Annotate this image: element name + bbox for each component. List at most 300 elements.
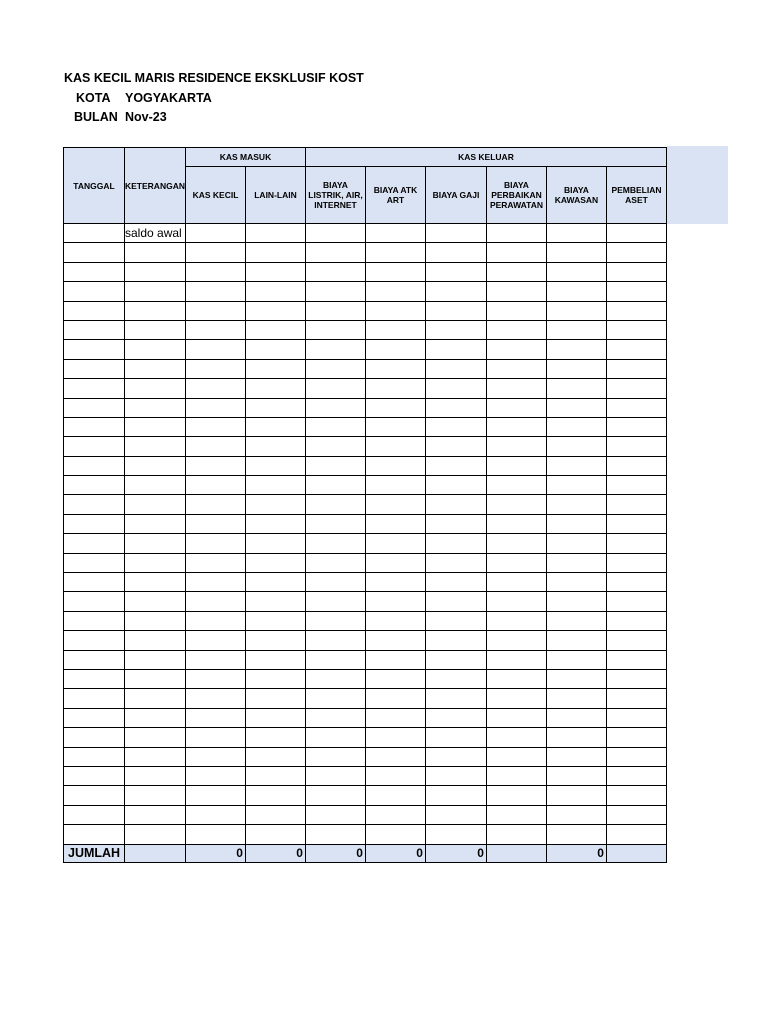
cell[interactable]: [486, 650, 546, 669]
cell[interactable]: [546, 320, 606, 339]
cell[interactable]: [125, 398, 186, 417]
cell[interactable]: [606, 417, 666, 436]
cell[interactable]: [486, 514, 546, 533]
cell[interactable]: [365, 825, 425, 844]
cell[interactable]: [305, 495, 365, 514]
cell[interactable]: [125, 417, 186, 436]
cell[interactable]: [546, 456, 606, 475]
cell[interactable]: [185, 747, 245, 766]
cell[interactable]: [546, 514, 606, 533]
cell[interactable]: [365, 728, 425, 747]
cell[interactable]: [606, 320, 666, 339]
cell[interactable]: [185, 224, 245, 243]
cell[interactable]: [606, 631, 666, 650]
cell[interactable]: [185, 611, 245, 630]
cell[interactable]: [125, 611, 186, 630]
cell[interactable]: [486, 417, 546, 436]
cell[interactable]: [486, 534, 546, 553]
cell[interactable]: [486, 320, 546, 339]
cell[interactable]: [305, 689, 365, 708]
cell[interactable]: [486, 243, 546, 262]
cell[interactable]: [606, 476, 666, 495]
cell[interactable]: [365, 262, 425, 281]
cell[interactable]: [64, 224, 125, 243]
cell[interactable]: [606, 340, 666, 359]
cell[interactable]: [245, 476, 305, 495]
cell[interactable]: [64, 786, 125, 805]
cell[interactable]: [245, 262, 305, 281]
cell[interactable]: [606, 728, 666, 747]
cell[interactable]: [64, 534, 125, 553]
cell[interactable]: [425, 766, 486, 785]
cell[interactable]: [425, 805, 486, 824]
cell[interactable]: [125, 243, 186, 262]
cell[interactable]: [125, 786, 186, 805]
cell[interactable]: [486, 708, 546, 727]
cell[interactable]: [365, 573, 425, 592]
cell[interactable]: [365, 495, 425, 514]
cell[interactable]: [546, 786, 606, 805]
cell[interactable]: [606, 708, 666, 727]
cell[interactable]: [486, 805, 546, 824]
cell[interactable]: [546, 650, 606, 669]
cell[interactable]: [64, 476, 125, 495]
cell[interactable]: [185, 243, 245, 262]
cell[interactable]: [425, 262, 486, 281]
cell[interactable]: [185, 708, 245, 727]
cell[interactable]: [365, 320, 425, 339]
cell[interactable]: [125, 359, 186, 378]
cell[interactable]: [125, 631, 186, 650]
cell[interactable]: [365, 456, 425, 475]
cell[interactable]: [365, 417, 425, 436]
cell[interactable]: [546, 476, 606, 495]
cell[interactable]: [185, 592, 245, 611]
cell[interactable]: [245, 786, 305, 805]
cell[interactable]: [305, 669, 365, 688]
cell[interactable]: [606, 398, 666, 417]
cell[interactable]: [64, 437, 125, 456]
cell[interactable]: [185, 689, 245, 708]
cell[interactable]: [486, 689, 546, 708]
cell[interactable]: [305, 301, 365, 320]
cell[interactable]: [425, 456, 486, 475]
cell[interactable]: [64, 592, 125, 611]
cell[interactable]: [305, 514, 365, 533]
cell[interactable]: [245, 359, 305, 378]
cell[interactable]: [125, 514, 186, 533]
cell[interactable]: [486, 476, 546, 495]
cell[interactable]: [64, 728, 125, 747]
cell[interactable]: [185, 456, 245, 475]
cell[interactable]: [365, 766, 425, 785]
cell[interactable]: [64, 805, 125, 824]
cell[interactable]: [125, 262, 186, 281]
cell[interactable]: [185, 650, 245, 669]
cell[interactable]: [546, 766, 606, 785]
cell[interactable]: [546, 708, 606, 727]
cell[interactable]: [64, 320, 125, 339]
cell[interactable]: [365, 805, 425, 824]
cell[interactable]: [185, 669, 245, 688]
cell[interactable]: [305, 728, 365, 747]
cell[interactable]: [425, 708, 486, 727]
cell[interactable]: [486, 262, 546, 281]
cell[interactable]: [606, 689, 666, 708]
cell[interactable]: [606, 456, 666, 475]
cell[interactable]: [425, 282, 486, 301]
cell[interactable]: [606, 262, 666, 281]
cell[interactable]: [305, 243, 365, 262]
cell[interactable]: [365, 379, 425, 398]
cell[interactable]: [185, 534, 245, 553]
cell[interactable]: [245, 514, 305, 533]
cell[interactable]: [185, 379, 245, 398]
cell[interactable]: [546, 728, 606, 747]
cell[interactable]: [245, 805, 305, 824]
cell[interactable]: [64, 553, 125, 572]
cell[interactable]: [425, 417, 486, 436]
cell[interactable]: [425, 320, 486, 339]
cell[interactable]: [245, 282, 305, 301]
cell[interactable]: [245, 553, 305, 572]
cell[interactable]: [486, 747, 546, 766]
cell[interactable]: [425, 340, 486, 359]
cell[interactable]: [606, 359, 666, 378]
cell[interactable]: [245, 379, 305, 398]
cell[interactable]: [486, 340, 546, 359]
cell[interactable]: [64, 708, 125, 727]
cell[interactable]: [64, 340, 125, 359]
cell[interactable]: [305, 805, 365, 824]
cell[interactable]: [185, 805, 245, 824]
cell[interactable]: [64, 359, 125, 378]
cell[interactable]: [305, 224, 365, 243]
cell[interactable]: [486, 631, 546, 650]
cell[interactable]: [486, 553, 546, 572]
cell[interactable]: [245, 747, 305, 766]
cell[interactable]: [64, 573, 125, 592]
cell[interactable]: [125, 592, 186, 611]
cell[interactable]: [486, 398, 546, 417]
cell[interactable]: [305, 340, 365, 359]
cell[interactable]: [305, 631, 365, 650]
cell[interactable]: [546, 573, 606, 592]
cell[interactable]: [245, 573, 305, 592]
cell[interactable]: [185, 301, 245, 320]
cell[interactable]: [486, 282, 546, 301]
cell[interactable]: [365, 476, 425, 495]
cell[interactable]: [425, 359, 486, 378]
cell[interactable]: [486, 786, 546, 805]
cell[interactable]: [64, 262, 125, 281]
cell[interactable]: [546, 825, 606, 844]
cell[interactable]: [245, 825, 305, 844]
cell[interactable]: [365, 301, 425, 320]
cell[interactable]: [365, 282, 425, 301]
cell[interactable]: [365, 398, 425, 417]
cell[interactable]: [606, 786, 666, 805]
cell[interactable]: [546, 689, 606, 708]
cell[interactable]: [425, 514, 486, 533]
cell[interactable]: [606, 805, 666, 824]
cell[interactable]: [125, 340, 186, 359]
cell[interactable]: [185, 437, 245, 456]
cell[interactable]: [64, 825, 125, 844]
cell[interactable]: [245, 340, 305, 359]
cell[interactable]: [245, 689, 305, 708]
cell[interactable]: [125, 825, 186, 844]
cell[interactable]: [425, 611, 486, 630]
cell[interactable]: [305, 437, 365, 456]
cell[interactable]: [125, 437, 186, 456]
cell[interactable]: [606, 437, 666, 456]
cell[interactable]: [546, 243, 606, 262]
cell[interactable]: [606, 592, 666, 611]
cell[interactable]: [606, 573, 666, 592]
cell[interactable]: [425, 301, 486, 320]
cell[interactable]: [305, 592, 365, 611]
cell[interactable]: [185, 728, 245, 747]
cell[interactable]: [606, 243, 666, 262]
cell[interactable]: [245, 320, 305, 339]
cell[interactable]: [546, 669, 606, 688]
cell[interactable]: [185, 825, 245, 844]
cell[interactable]: [606, 379, 666, 398]
cell[interactable]: [125, 379, 186, 398]
cell[interactable]: [365, 669, 425, 688]
cell[interactable]: [425, 573, 486, 592]
cell[interactable]: [365, 611, 425, 630]
cell[interactable]: [546, 417, 606, 436]
cell[interactable]: [245, 417, 305, 436]
cell[interactable]: [305, 534, 365, 553]
cell[interactable]: [606, 825, 666, 844]
cell[interactable]: [546, 553, 606, 572]
cell[interactable]: [305, 553, 365, 572]
cell[interactable]: [486, 669, 546, 688]
cell[interactable]: [425, 592, 486, 611]
cell[interactable]: [606, 224, 666, 243]
cell[interactable]: [486, 766, 546, 785]
cell[interactable]: [425, 689, 486, 708]
cell[interactable]: [185, 359, 245, 378]
cell[interactable]: [425, 825, 486, 844]
cell[interactable]: [486, 495, 546, 514]
cell[interactable]: [185, 553, 245, 572]
cell[interactable]: [305, 573, 365, 592]
cell[interactable]: [64, 669, 125, 688]
cell[interactable]: [486, 224, 546, 243]
cell[interactable]: [425, 224, 486, 243]
cell[interactable]: [365, 437, 425, 456]
cell[interactable]: [245, 495, 305, 514]
cell[interactable]: [486, 592, 546, 611]
cell[interactable]: [365, 359, 425, 378]
cell[interactable]: [425, 631, 486, 650]
cell[interactable]: [185, 573, 245, 592]
cell[interactable]: [64, 398, 125, 417]
cell[interactable]: [606, 553, 666, 572]
cell[interactable]: [64, 766, 125, 785]
cell[interactable]: [125, 766, 186, 785]
cell[interactable]: [425, 786, 486, 805]
cell-keterangan-saldo-awal[interactable]: saldo awal: [125, 224, 186, 243]
cell[interactable]: [245, 437, 305, 456]
cell[interactable]: [185, 417, 245, 436]
cell[interactable]: [185, 786, 245, 805]
cell[interactable]: [64, 417, 125, 436]
cell[interactable]: [365, 708, 425, 727]
cell[interactable]: [125, 282, 186, 301]
cell[interactable]: [305, 747, 365, 766]
cell[interactable]: [245, 728, 305, 747]
cell[interactable]: [305, 650, 365, 669]
cell[interactable]: [606, 747, 666, 766]
cell[interactable]: [305, 611, 365, 630]
cell[interactable]: [546, 282, 606, 301]
cell[interactable]: [125, 805, 186, 824]
cell[interactable]: [425, 437, 486, 456]
cell[interactable]: [185, 766, 245, 785]
cell[interactable]: [606, 495, 666, 514]
cell[interactable]: [486, 379, 546, 398]
cell[interactable]: [185, 514, 245, 533]
cell[interactable]: [125, 747, 186, 766]
cell[interactable]: [245, 650, 305, 669]
cell[interactable]: [486, 301, 546, 320]
cell[interactable]: [546, 495, 606, 514]
cell[interactable]: [425, 495, 486, 514]
cell[interactable]: [64, 243, 125, 262]
cell[interactable]: [185, 495, 245, 514]
cell[interactable]: [185, 320, 245, 339]
cell[interactable]: [546, 534, 606, 553]
cell[interactable]: [185, 476, 245, 495]
cell[interactable]: [365, 631, 425, 650]
cell[interactable]: [365, 650, 425, 669]
cell[interactable]: [125, 553, 186, 572]
cell[interactable]: [125, 476, 186, 495]
cell[interactable]: [486, 456, 546, 475]
cell[interactable]: [64, 611, 125, 630]
cell[interactable]: [185, 262, 245, 281]
cell[interactable]: [64, 495, 125, 514]
cell[interactable]: [425, 747, 486, 766]
cell[interactable]: [425, 476, 486, 495]
cell[interactable]: [305, 262, 365, 281]
cell[interactable]: [425, 398, 486, 417]
cell[interactable]: [365, 340, 425, 359]
cell[interactable]: [125, 728, 186, 747]
cell[interactable]: [245, 224, 305, 243]
cell[interactable]: [486, 825, 546, 844]
cell[interactable]: [305, 708, 365, 727]
cell[interactable]: [245, 631, 305, 650]
cell[interactable]: [305, 282, 365, 301]
cell[interactable]: [365, 243, 425, 262]
cell[interactable]: [546, 301, 606, 320]
cell[interactable]: [546, 340, 606, 359]
cell[interactable]: [606, 669, 666, 688]
cell[interactable]: [546, 437, 606, 456]
cell[interactable]: [125, 689, 186, 708]
cell[interactable]: [64, 747, 125, 766]
cell[interactable]: [125, 573, 186, 592]
cell[interactable]: [245, 766, 305, 785]
cell[interactable]: [125, 301, 186, 320]
cell[interactable]: [305, 417, 365, 436]
cell[interactable]: [125, 534, 186, 553]
cell[interactable]: [125, 669, 186, 688]
cell[interactable]: [606, 282, 666, 301]
cell[interactable]: [365, 592, 425, 611]
cell[interactable]: [305, 476, 365, 495]
cell[interactable]: [185, 340, 245, 359]
cell[interactable]: [546, 359, 606, 378]
cell[interactable]: [546, 398, 606, 417]
cell[interactable]: [365, 689, 425, 708]
cell[interactable]: [365, 534, 425, 553]
cell[interactable]: [185, 631, 245, 650]
cell[interactable]: [64, 631, 125, 650]
cell[interactable]: [606, 534, 666, 553]
cell[interactable]: [245, 534, 305, 553]
cell[interactable]: [64, 379, 125, 398]
cell[interactable]: [546, 592, 606, 611]
cell[interactable]: [425, 650, 486, 669]
cell[interactable]: [125, 320, 186, 339]
cell[interactable]: [245, 243, 305, 262]
cell[interactable]: [125, 456, 186, 475]
cell[interactable]: [606, 766, 666, 785]
cell[interactable]: [245, 592, 305, 611]
cell[interactable]: [305, 825, 365, 844]
cell[interactable]: [125, 495, 186, 514]
cell[interactable]: [125, 708, 186, 727]
cell[interactable]: [425, 534, 486, 553]
cell[interactable]: [305, 398, 365, 417]
cell[interactable]: [125, 650, 186, 669]
cell[interactable]: [606, 650, 666, 669]
cell[interactable]: [546, 747, 606, 766]
cell[interactable]: [305, 766, 365, 785]
cell[interactable]: [64, 689, 125, 708]
cell[interactable]: [606, 514, 666, 533]
cell[interactable]: [486, 573, 546, 592]
cell[interactable]: [425, 243, 486, 262]
cell[interactable]: [365, 747, 425, 766]
cell[interactable]: [305, 786, 365, 805]
cell[interactable]: [546, 805, 606, 824]
cell[interactable]: [486, 728, 546, 747]
cell[interactable]: [546, 262, 606, 281]
cell[interactable]: [606, 301, 666, 320]
cell[interactable]: [64, 514, 125, 533]
cell[interactable]: [64, 650, 125, 669]
cell[interactable]: [245, 398, 305, 417]
cell[interactable]: [245, 301, 305, 320]
cell[interactable]: [546, 224, 606, 243]
cell[interactable]: [546, 611, 606, 630]
cell[interactable]: [546, 631, 606, 650]
cell[interactable]: [606, 611, 666, 630]
cell[interactable]: [425, 553, 486, 572]
cell[interactable]: [64, 456, 125, 475]
cell[interactable]: [546, 379, 606, 398]
cell[interactable]: [486, 437, 546, 456]
cell[interactable]: [365, 224, 425, 243]
